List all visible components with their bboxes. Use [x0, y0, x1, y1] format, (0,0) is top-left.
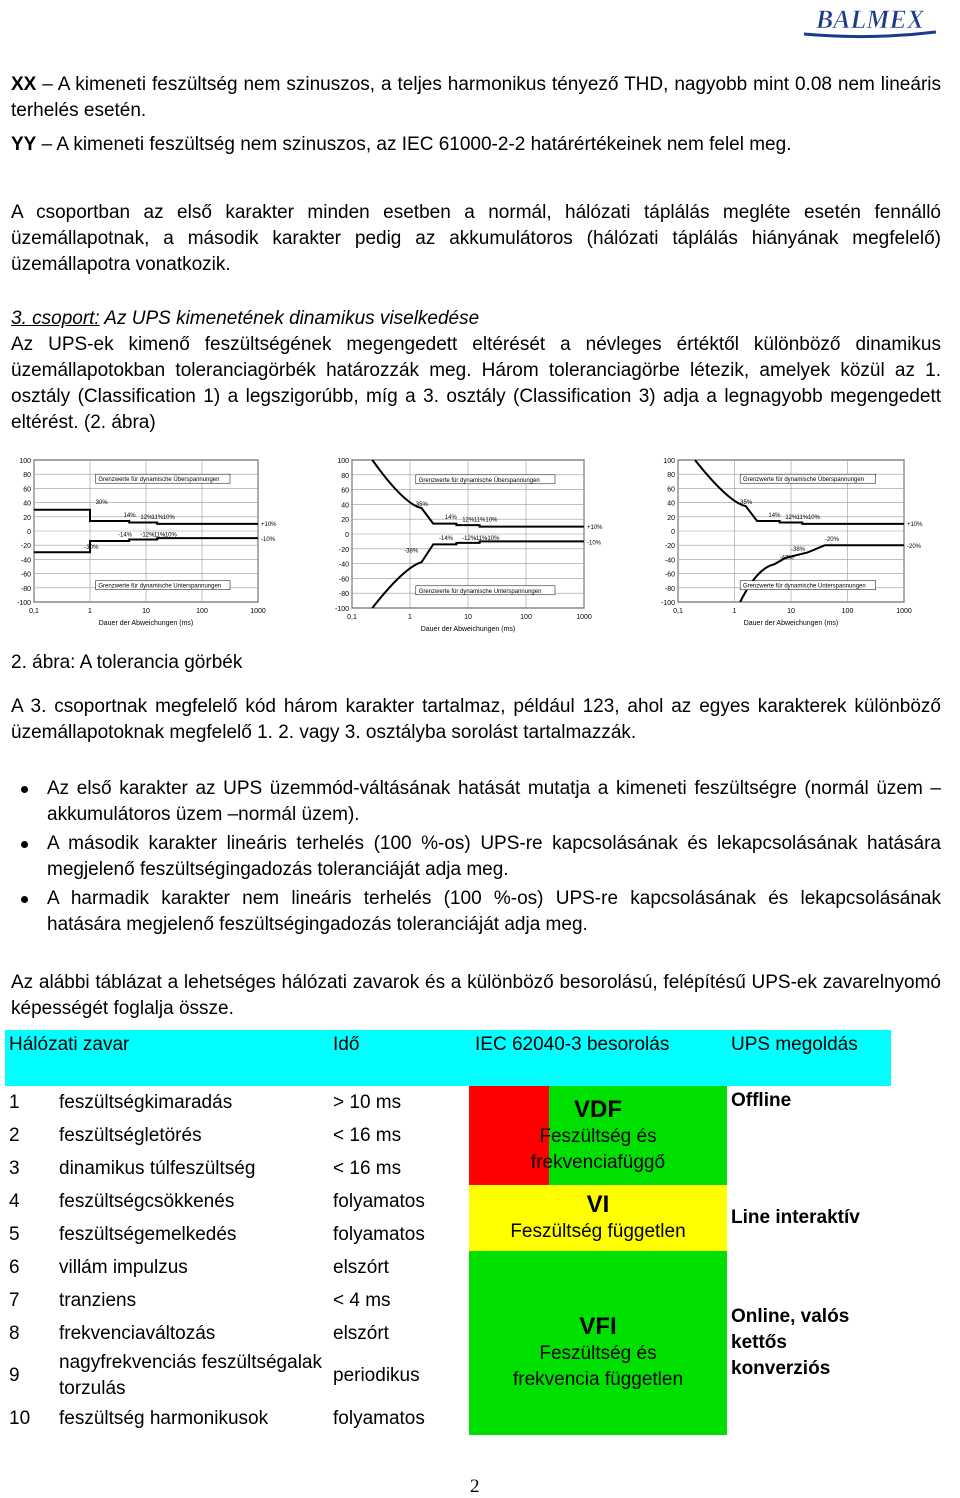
y-tick-label: 0 [27, 529, 31, 536]
percent-label: -12% [140, 532, 155, 539]
percent-label: 35% [740, 500, 753, 507]
table-row [5, 1185, 891, 1218]
row-disturbance: feszültségkimaradás [59, 1091, 233, 1113]
x-tick-label: 0,1 [29, 608, 39, 615]
percent-label: 35% [415, 501, 428, 508]
y-tick-label: 20 [341, 517, 349, 525]
percent-label: -20% [824, 536, 839, 543]
row-number: 7 [9, 1289, 20, 1311]
row-disturbance: feszültség harmonikusok [59, 1407, 269, 1429]
limit-label: +10% [261, 522, 277, 529]
percent-label: -38% [791, 546, 806, 553]
x-tick-label: 100 [841, 608, 854, 615]
percent-label: 14% [123, 512, 136, 519]
iec-desc: Feszültség és frekvencia független [512, 1343, 684, 1390]
list-item: Az első karakter az UPS üzemmód-váltásának hatását mutatja a kimeneti feszültségre (normál üzem – akkumulátoros üzem –normál üzem). [11, 776, 941, 828]
row-disturbance: villám impulzus [59, 1256, 188, 1278]
y-tick-label: -80 [664, 585, 675, 593]
percent-label: -47% [779, 555, 794, 562]
ups-solution: Offline [731, 1090, 792, 1111]
x-tick-label: 10 [464, 614, 472, 621]
percent-label: 12% [785, 514, 798, 521]
row-number: 4 [9, 1190, 20, 1212]
x-tick-label: 1000 [250, 608, 266, 615]
percent-label: 14% [768, 512, 781, 519]
ups-solution: Online, valós kettős konverziós [731, 1306, 850, 1379]
row-number: 1 [9, 1091, 20, 1113]
y-tick-label: 20 [667, 514, 675, 522]
iec-code: VI [586, 1191, 610, 1218]
percent-label: -14% [118, 532, 133, 539]
row-disturbance: feszültségcsökkenés [59, 1190, 235, 1212]
y-tick-label: -100 [16, 600, 31, 607]
section-3 [11, 306, 941, 436]
y-tick-label: 40 [341, 502, 349, 510]
y-tick-label: -40 [20, 557, 31, 565]
row-time: elszórt [333, 1322, 389, 1344]
y-tick-label: 20 [23, 514, 31, 522]
x-tick-label: 1 [88, 608, 92, 615]
x-tick-label: 1 [408, 614, 412, 621]
table-header [5, 1030, 891, 1086]
list-item: A harmadik karakter nem lineáris terhelés (100 %-os) UPS-re kapcsolásának és lekapcsolásának hatására megjelenő feszültségingadozás toleranciáját adja meg. [11, 886, 941, 938]
overvoltage-label: Grenzwerte für dynamische Überspannungen [742, 477, 865, 484]
row-time: < 16 ms [333, 1157, 402, 1179]
undervoltage-label: Grenzwerte für dynamische Unterspannungen [742, 583, 866, 590]
percent-label: 10% [485, 517, 498, 524]
percent-label: 12% [140, 514, 153, 521]
row-number: 8 [9, 1322, 20, 1344]
y-tick-label: 60 [23, 486, 31, 494]
figure-caption: 2. ábra: A tolerancia görbék [11, 652, 243, 673]
y-tick-label: -60 [664, 571, 675, 579]
limit-label: -10% [587, 540, 602, 547]
group-explanation: A csoportban az első karakter minden esetben a normál, hálózati táplálás megléte esetén fennálló üzemállapotnak, a második karakter pedig az akkumulátoros (hálózati táplálás hiányának megfelelő) üzemállapotra vonatkozik. [11, 202, 941, 275]
y-tick-label: -60 [338, 576, 349, 584]
percent-label: 11% [151, 514, 164, 521]
limit-label: -10% [261, 537, 276, 544]
row-time: < 16 ms [333, 1124, 402, 1146]
row-time: elszórt [333, 1256, 389, 1278]
x-axis-label: Dauer der Abweichungen (ms) [420, 626, 516, 633]
row-time: > 10 ms [333, 1091, 402, 1113]
iec-desc: Feszültség és frekvenciafüggő [530, 1125, 666, 1173]
y-tick-label: -20 [664, 543, 675, 551]
x-tick-label: 100 [196, 608, 208, 615]
undervoltage-label: Grenzwerte für dynamische Unterspannungen [98, 583, 222, 590]
tolerance-chart-class-2 [326, 454, 636, 640]
percent-label: 30% [95, 500, 108, 507]
iec-desc: Feszültség független [510, 1221, 686, 1242]
percent-label: -10% [162, 532, 177, 539]
list-item: A második karakter lineáris terhelés (100 %-os) UPS-re kapcsolásának és lekapcsolásának hatására megjelenő feszültségingadozás toleranciáját adja meg. [11, 831, 941, 883]
xx-definition: XX – A kimeneti feszültség nem szinuszos, a teljes harmonikus tényező THD, nagyobb mint 0.08 nem lineáris terhelés esetén. [11, 74, 941, 121]
undervoltage-label: Grenzwerte für dynamische Unterspannungen [418, 588, 542, 595]
y-tick-label: -100 [660, 600, 675, 607]
limit-label: +10% [907, 522, 923, 529]
table-row [5, 1251, 891, 1284]
y-tick-label: 100 [663, 458, 675, 465]
percent-label: -38% [404, 548, 419, 555]
percent-label: 11% [796, 514, 809, 521]
y-tick-label: 80 [23, 472, 31, 480]
iec-vi-cell [469, 1185, 727, 1251]
bullet-list [11, 776, 941, 941]
iec-code: VDF [574, 1095, 622, 1123]
percent-label: -30% [84, 544, 99, 551]
row-time: folyamatos [333, 1223, 425, 1245]
table-row [5, 1086, 891, 1119]
row-time: folyamatos [333, 1407, 425, 1429]
limit-label: +10% [587, 524, 603, 531]
x-tick-label: 100 [520, 614, 532, 621]
x-axis-label: Dauer der Abweichungen (ms) [743, 620, 839, 627]
y-tick-label: -80 [20, 585, 31, 593]
row-number: 3 [9, 1157, 20, 1179]
y-tick-label: 80 [341, 472, 349, 480]
balmex-logo [800, 4, 940, 40]
row-disturbance: feszültségemelkedés [59, 1223, 237, 1245]
percent-label: 10% [807, 514, 820, 521]
y-tick-label: -40 [338, 561, 349, 569]
y-tick-label: 60 [667, 486, 675, 494]
tolerance-charts [0, 454, 960, 640]
disturbance-table [5, 1030, 891, 1435]
x-tick-label: 0,1 [347, 614, 357, 621]
y-tick-label: 0 [671, 529, 675, 536]
section-3-body: Az UPS-ek kimenő feszültségének megengedett eltérését a névleges értéktől különböző dinamikus üzemállapotokban toleranciagörbék határozzák meg. Három toleranciagörbe létezik, amelyek közül az 1. osztály (Classification 1) a legszigorúbb, míg a 3. osztály (Classification 3) adja a legnagyobb megengedett eltérést. (2. ábra) [11, 334, 941, 433]
y-tick-label: -20 [338, 546, 349, 554]
row-number: 6 [9, 1256, 20, 1278]
x-axis-label: Dauer der Abweichungen (ms) [98, 620, 194, 627]
yy-definition: YY – A kimeneti feszültség nem szinuszos, az IEC 61000-2-2 határértékeinek nem felel meg. [11, 134, 792, 155]
row-disturbance: frekvenciaváltozás [59, 1322, 216, 1344]
row-time: < 4 ms [333, 1289, 391, 1311]
row-disturbance: nagyfrekvenciás feszültségalak torzulás [59, 1352, 322, 1399]
percent-label: -11% [151, 532, 166, 539]
table-intro: Az alábbi táblázat a lehetséges hálózati zavarok és a különböző besorolású, felépítésű UPS-ek zavarelnyomó képességét foglalja össze. [11, 972, 941, 1019]
section-3-heading: 3. csoport: Az UPS kimenetének dinamikus viselkedése [11, 308, 480, 329]
limit-label: -20% [907, 544, 922, 551]
x-tick-label: 1 [732, 608, 737, 615]
x-tick-label: 10 [787, 608, 795, 615]
y-tick-label: 80 [667, 472, 675, 480]
row-number: 5 [9, 1223, 20, 1245]
header-ups: UPS megoldás [727, 1030, 891, 1086]
percent-label: 11% [473, 517, 486, 524]
y-tick-label: 60 [341, 487, 349, 495]
x-tick-label: 0,1 [673, 608, 683, 615]
y-tick-label: 100 [19, 458, 31, 465]
y-tick-label: -80 [338, 591, 349, 599]
percent-label: -10% [485, 535, 500, 542]
y-tick-label: 100 [337, 458, 349, 465]
percent-label: 10% [162, 514, 175, 521]
y-tick-label: -100 [334, 606, 349, 613]
overvoltage-label: Grenzwerte für dynamische Überspannungen [418, 477, 540, 484]
tolerance-chart-class-3 [652, 454, 956, 634]
y-tick-label: 40 [23, 500, 31, 508]
y-tick-label: -40 [664, 557, 675, 565]
iec-code: VFI [579, 1313, 617, 1340]
x-tick-label: 1000 [896, 608, 912, 615]
y-tick-label: -20 [20, 543, 31, 551]
x-tick-label: 1000 [576, 614, 592, 621]
code-explanation: A 3. csoportnak megfelelő kód három karakter tartalmaz, például 123, ahol az egyes karakterek különböző üzemállapotoknak megfelelő 1. 2. vagy 3. osztályba sorolást tartalmazzák. [11, 696, 941, 743]
y-tick-label: -60 [20, 571, 31, 579]
row-number: 2 [9, 1124, 20, 1146]
percent-label: 14% [444, 515, 457, 522]
y-tick-label: 0 [345, 532, 349, 539]
row-time: periodikus [333, 1365, 420, 1386]
header-iec: IEC 62040-3 besorolás [469, 1030, 727, 1086]
header-ido: Idő [329, 1030, 469, 1086]
svg-text:BALMEX: BALMEX [815, 5, 925, 34]
page-number: 2 [470, 1476, 480, 1497]
tolerance-chart-class-1 [8, 454, 310, 634]
row-time: folyamatos [333, 1190, 425, 1212]
row-number: 10 [9, 1407, 31, 1429]
percent-label: 12% [462, 517, 475, 524]
percent-label: -12% [462, 535, 477, 542]
percent-label: -11% [473, 535, 488, 542]
iec-vdf-cell [469, 1086, 727, 1185]
row-disturbance: dinamikus túlfeszültség [59, 1157, 256, 1179]
percent-label: -14% [439, 535, 454, 542]
y-tick-label: 40 [667, 500, 675, 508]
row-disturbance: tranziens [59, 1289, 137, 1311]
row-number: 9 [9, 1365, 20, 1386]
iec-vfi-cell [469, 1251, 727, 1435]
header-zavar: Hálózati zavar [5, 1030, 329, 1086]
x-tick-label: 10 [142, 608, 150, 615]
ups-solution: Line interaktív [731, 1207, 860, 1228]
overvoltage-label: Grenzwerte für dynamische Überspannungen [98, 477, 220, 484]
row-disturbance: feszültségletörés [59, 1124, 202, 1146]
